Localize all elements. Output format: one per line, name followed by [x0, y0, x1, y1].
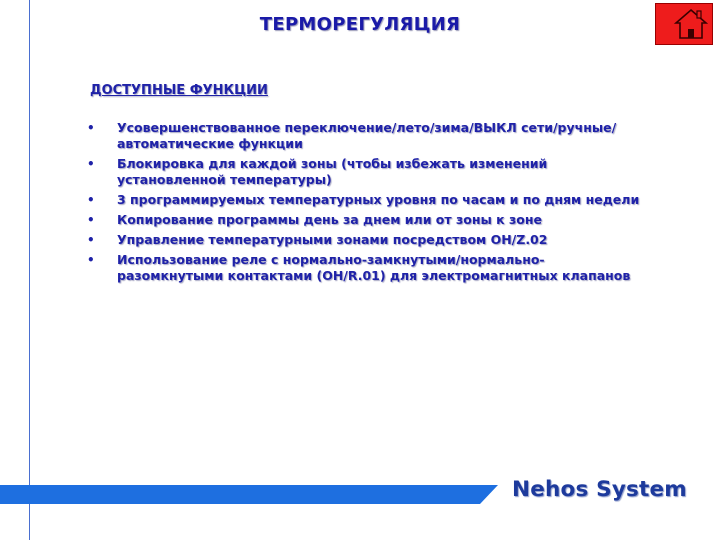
list-item: • 3 программируемых температурных уровня по часам и по дням недели	[87, 192, 640, 207]
feature-list	[87, 120, 647, 284]
list-item: • Использование реле с нормально-замкнутыми/нормально-разомкнутыми контактами (OH/R.01) для электромагнитных клапанов	[87, 252, 631, 283]
list-item: • Управление температурными зонами посредством OH/Z.02	[87, 232, 548, 247]
footer-bar	[0, 485, 498, 504]
section-heading: ДОСТУПНЫЕ ФУНКЦИИ	[90, 83, 268, 98]
list-item: • Блокировка для каждой зоны (чтобы избежать изменений установленной температуры)	[87, 156, 548, 187]
page-title: ТЕРМОРЕГУЛЯЦИЯ	[259, 14, 461, 35]
home-button[interactable]	[655, 3, 713, 45]
bullet-icon: •	[87, 157, 95, 171]
home-icon	[656, 4, 714, 46]
bullet-icon: •	[87, 233, 95, 247]
bullet-icon: •	[87, 193, 95, 207]
list-item: • Усовершенствованное переключение/лето/зима/ВЫКЛ сети/ручные/автоматические функции	[87, 120, 617, 151]
bullet-icon: •	[87, 121, 95, 135]
list-item: • Копирование программы день за днем или от зоны к зоне	[87, 212, 542, 227]
left-guide-line	[29, 0, 30, 540]
bullet-icon: •	[87, 253, 95, 267]
bullet-icon: •	[87, 213, 95, 227]
brand-logo: Nehos System	[512, 477, 687, 502]
